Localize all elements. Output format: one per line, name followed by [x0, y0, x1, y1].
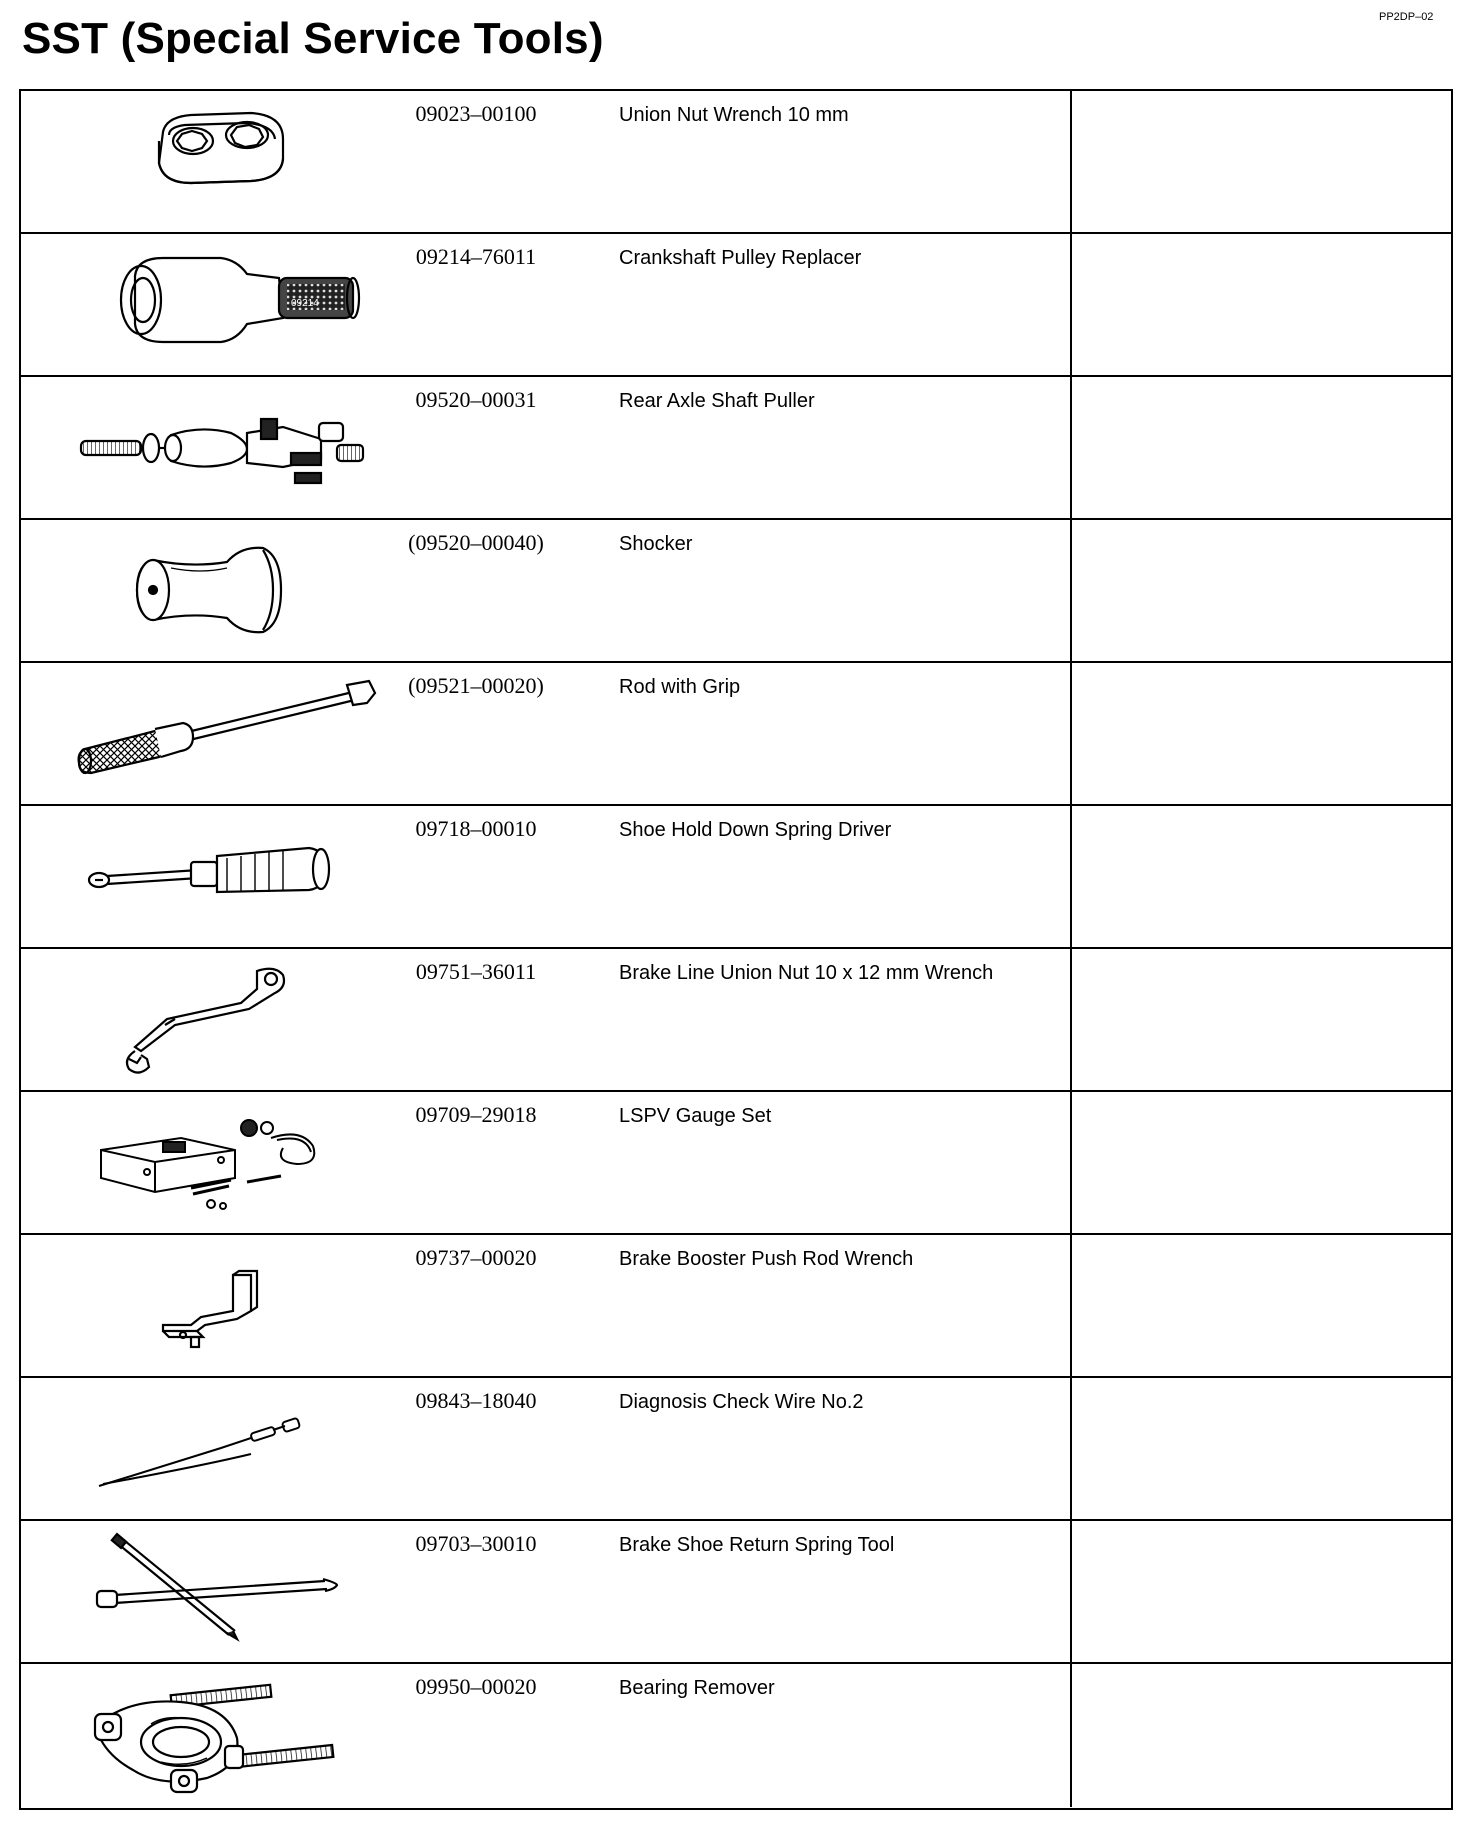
part-number: 09214–76011 [415, 244, 537, 269]
part-number: 09709–29018 [415, 1102, 537, 1127]
part-number: 09023–00100 [415, 101, 537, 126]
part-number: 09703–30010 [415, 1531, 537, 1556]
notes-cell [1072, 234, 1451, 375]
notes-cell [1072, 520, 1451, 661]
push-rod-wrench-icon [51, 1241, 421, 1371]
part-number: 09718–00010 [415, 816, 537, 841]
tool-name: Brake Line Union Nut 10 x 12 mm Wrench [619, 962, 994, 984]
notes-cell [1072, 1521, 1451, 1662]
tool-row [21, 377, 1451, 520]
shocker-icon [51, 526, 421, 656]
tool-row [21, 520, 1451, 663]
part-number: 09737–00020 [415, 1245, 537, 1270]
notes-cell [1072, 949, 1451, 1090]
sst-table [19, 89, 1453, 1810]
part-number: 09520–00031 [415, 387, 537, 412]
tool-row [21, 1235, 1451, 1378]
return-spring-tool-icon [51, 1527, 421, 1657]
rear-axle-shaft-puller-icon [51, 383, 421, 513]
tool-row [21, 1378, 1451, 1521]
tool-row [21, 1664, 1451, 1807]
part-number: 09751–36011 [415, 959, 537, 984]
notes-cell [1072, 1092, 1451, 1233]
svg-text:09214: 09214 [291, 298, 319, 309]
notes-cell [1072, 1235, 1451, 1376]
tool-name: Bearing Remover [619, 1677, 775, 1699]
part-number: (09520–00040) [408, 530, 544, 555]
rod-with-grip-icon [51, 669, 421, 799]
bearing-remover-icon [51, 1670, 421, 1800]
part-number: 09843–18040 [415, 1388, 537, 1413]
tool-row [21, 949, 1451, 1092]
tool-name: LSPV Gauge Set [619, 1105, 772, 1127]
brake-line-wrench-icon [51, 955, 421, 1085]
crankshaft-pulley-replacer-icon [51, 240, 421, 370]
union-nut-wrench-icon [51, 97, 421, 227]
tool-name: Diagnosis Check Wire No.2 [619, 1391, 864, 1413]
notes-cell [1072, 1378, 1451, 1519]
tool-name: Crankshaft Pulley Replacer [619, 247, 862, 269]
gauge-set-icon [51, 1098, 421, 1228]
tool-row [21, 1521, 1451, 1664]
tool-row [21, 234, 1451, 377]
notes-cell [1072, 1664, 1451, 1807]
notes-cell [1072, 663, 1451, 804]
tool-name: Rod with Grip [619, 676, 741, 698]
tool-name: Brake Shoe Return Spring Tool [619, 1534, 895, 1556]
page-title: SST (Special Service Tools) [22, 14, 604, 63]
tool-row [21, 1092, 1451, 1235]
tool-name: Rear Axle Shaft Puller [619, 390, 815, 412]
tool-row [21, 91, 1451, 234]
tool-row [21, 663, 1451, 806]
check-wire-icon [51, 1384, 421, 1514]
spring-driver-icon [51, 812, 421, 942]
tool-row [21, 806, 1451, 949]
tool-name: Shoe Hold Down Spring Driver [619, 819, 892, 841]
part-number: (09521–00020) [408, 673, 544, 698]
tool-name: Shocker [619, 533, 693, 555]
notes-cell [1072, 377, 1451, 518]
notes-cell [1072, 806, 1451, 947]
page-code: PP2DP–02 [1379, 11, 1434, 23]
tool-name: Union Nut Wrench 10 mm [619, 104, 849, 126]
notes-cell [1072, 91, 1451, 232]
part-number: 09950–00020 [415, 1674, 537, 1699]
tool-name: Brake Booster Push Rod Wrench [619, 1248, 914, 1270]
